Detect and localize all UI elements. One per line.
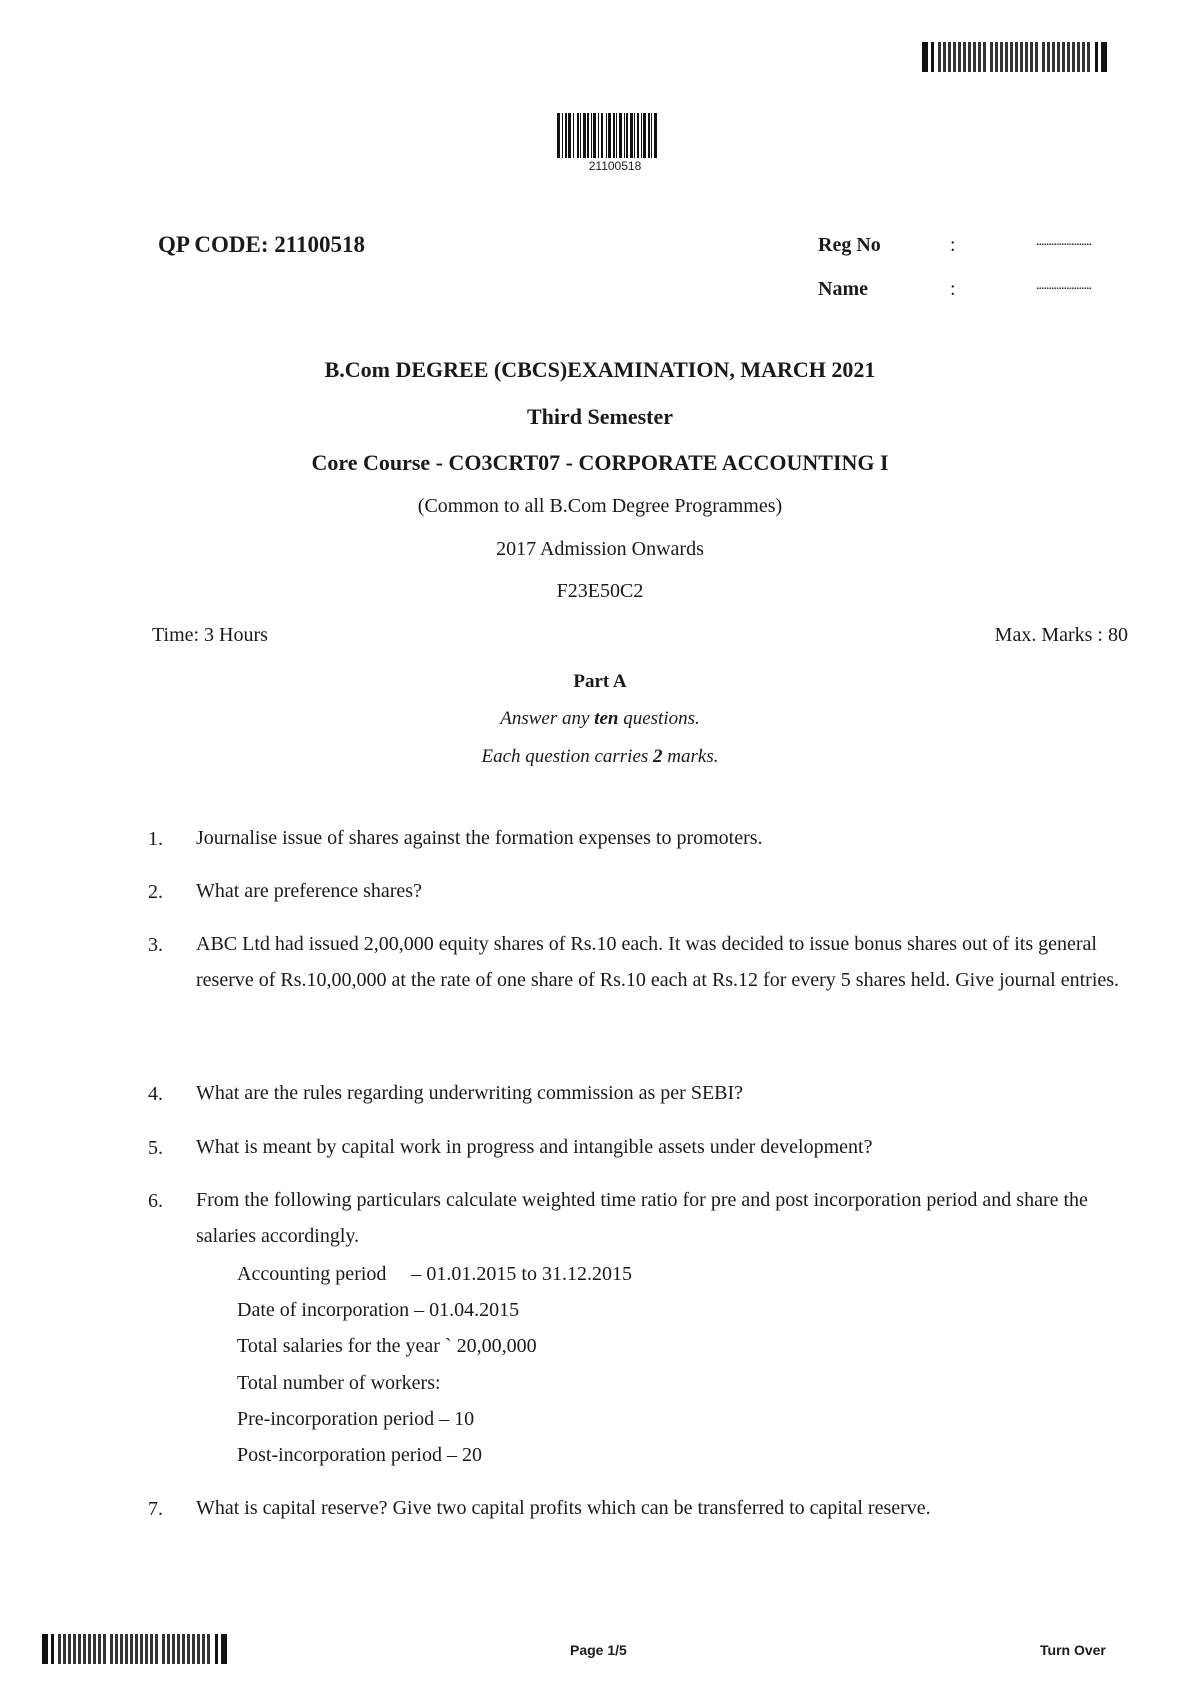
question-text: From the following particulars calculate weighted time ratio for pre and post incorporation period and share the salaries accordingly.: [196, 1189, 1088, 1247]
part-instruction-2-pre: Each question carries: [481, 746, 654, 767]
part-instruction-2-post: marks.: [662, 746, 719, 767]
question-number: 2.: [148, 881, 163, 903]
exam-max-marks: Max. Marks : 80: [994, 624, 1128, 646]
name-colon: :: [950, 278, 956, 300]
question-text: What are preference shares?: [196, 880, 422, 902]
question-text: What is capital reserve? Give two capital profits which can be transferred to capital reserve.: [196, 1497, 931, 1519]
part-instruction-1-post: questions.: [618, 708, 700, 729]
part-instruction-1: [0, 708, 1200, 730]
q6-detail-line: Pre-incorporation period – 10: [237, 1408, 475, 1430]
question-text: What is meant by capital work in progress and intangible assets under development?: [196, 1136, 873, 1158]
exam-time: Time: 3 Hours: [152, 624, 268, 646]
part-instruction-1-pre: Answer any: [500, 708, 595, 729]
question-number: 6.: [148, 1190, 163, 1212]
part-instruction-2-bold: 2: [653, 746, 663, 767]
reg-no-colon: :: [950, 234, 956, 256]
question-number: 5.: [148, 1137, 163, 1159]
exam-degree: B.Com DEGREE (CBCS)EXAMINATION, MARCH 2021: [324, 357, 876, 382]
name-label: Name: [818, 278, 868, 300]
exam-common-note: (Common to all B.Com Degree Programmes): [417, 495, 783, 517]
q6-detail-line: Date of incorporation – 01.04.2015: [237, 1299, 520, 1321]
exam-semester: Third Semester: [526, 404, 674, 429]
question-text: What are the rules regarding underwriting commission as per SEBI?: [196, 1082, 744, 1104]
exam-code: F23E50C2: [556, 580, 644, 602]
question-number: 3.: [148, 934, 163, 956]
q6-detail-line: Total salaries for the year ` 20,00,000: [237, 1335, 537, 1357]
exam-admission: 2017 Admission Onwards: [496, 538, 704, 560]
question-text: ABC Ltd had issued 2,00,000 equity shares of Rs.10 each. It was decided to issue bonus shares out of its general reserve of Rs.10,00,000 at the rate of one share of Rs.10 each at Rs.12 for every 5 shares held. Give journal entries.: [196, 933, 1120, 991]
part-instruction-1-bold: ten: [594, 708, 619, 729]
part-title: Part A: [573, 671, 627, 692]
question-text: Journalise issue of shares against the formation expenses to promoters.: [196, 827, 763, 849]
exam-course: Core Course - CO3CRT07 - CORPORATE ACCOUNTING I: [311, 450, 889, 475]
qp-code: QP CODE: 21100518: [158, 232, 366, 257]
part-instruction-2: [0, 746, 1200, 768]
turn-over-label: Turn Over: [1040, 1642, 1106, 1658]
q6-detail-line: Post-incorporation period – 20: [237, 1444, 482, 1466]
qr-code-strip-top: [922, 42, 1127, 72]
qr-code-strip-bottom: [42, 1634, 247, 1664]
reg-no-field: ......................: [1036, 234, 1091, 249]
q6-detail-line: Accounting period – 01.01.2015 to 31.12.2015: [237, 1263, 632, 1285]
barcode-number: 21100518: [588, 159, 642, 173]
page-number: Page 1/5: [570, 1642, 627, 1658]
question-number: 7.: [148, 1498, 163, 1520]
reg-no-label: Reg No: [818, 234, 881, 256]
question-number: 4.: [148, 1083, 163, 1105]
barcode: [557, 113, 673, 158]
question-number: 1.: [148, 828, 163, 850]
name-field: ......................: [1036, 278, 1091, 293]
q6-detail-line: Total number of workers:: [237, 1372, 441, 1394]
